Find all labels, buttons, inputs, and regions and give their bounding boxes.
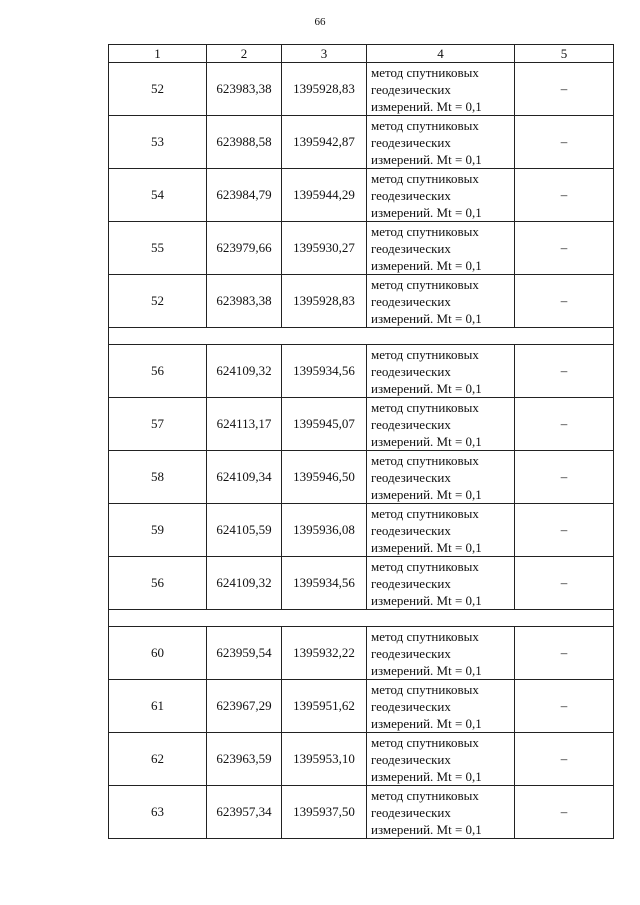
note-cell: –	[515, 275, 614, 328]
y-coordinate-cell: 1395951,62	[282, 680, 367, 733]
group-separator-cell	[109, 610, 614, 627]
header-col-2: 2	[207, 45, 282, 63]
accuracy-value: Mt = 0,1	[436, 257, 482, 273]
method-line-1: метод спутниковых	[371, 558, 479, 574]
table-row	[109, 451, 614, 504]
x-coordinate-cell: 624113,17	[207, 398, 282, 451]
accuracy-value: Mt = 0,1	[436, 98, 482, 114]
x-coordinate-cell: 623984,79	[207, 169, 282, 222]
method-line-3-text: измерений.	[371, 768, 434, 784]
coordinates-table	[108, 44, 614, 839]
y-coordinate-cell: 1395932,22	[282, 627, 367, 680]
x-coordinate-cell: 623983,38	[207, 63, 282, 116]
table-row	[109, 627, 614, 680]
point-number-cell: 56	[109, 345, 207, 398]
note-cell: –	[515, 786, 614, 839]
table-row	[109, 680, 614, 733]
method-cell	[367, 451, 515, 504]
method-line-3-text: измерений.	[371, 821, 434, 837]
y-coordinate-cell: 1395946,50	[282, 451, 367, 504]
accuracy-value: Mt = 0,1	[436, 592, 482, 608]
header-col-5: 5	[515, 45, 614, 63]
note-cell: –	[515, 557, 614, 610]
x-coordinate-cell: 623979,66	[207, 222, 282, 275]
method-line-1: метод спутниковых	[371, 276, 479, 292]
method-line-1: метод спутниковых	[371, 399, 479, 415]
y-coordinate-cell: 1395944,29	[282, 169, 367, 222]
y-coordinate-cell: 1395934,56	[282, 557, 367, 610]
note-cell: –	[515, 63, 614, 116]
note-cell: –	[515, 451, 614, 504]
accuracy-value: Mt = 0,1	[436, 380, 482, 396]
method-line-3	[371, 433, 514, 450]
table-row	[109, 557, 614, 610]
x-coordinate-cell: 624109,32	[207, 345, 282, 398]
accuracy-value: Mt = 0,1	[436, 539, 482, 555]
method-line-2: геодезических	[371, 81, 451, 97]
method-cell	[367, 345, 515, 398]
x-coordinate-cell: 624109,34	[207, 451, 282, 504]
note-cell: –	[515, 169, 614, 222]
method-line-2: геодезических	[371, 363, 451, 379]
method-line-3	[371, 768, 514, 785]
method-line-3-text: измерений.	[371, 486, 434, 502]
method-line-1: метод спутниковых	[371, 223, 479, 239]
table-row	[109, 733, 614, 786]
method-line-2: геодезических	[371, 804, 451, 820]
header-col-3: 3	[282, 45, 367, 63]
point-number-cell: 59	[109, 504, 207, 557]
note-cell: –	[515, 680, 614, 733]
method-line-2: геодезических	[371, 134, 451, 150]
method-line-2: геодезических	[371, 293, 451, 309]
method-line-3	[371, 821, 514, 838]
x-coordinate-cell: 624105,59	[207, 504, 282, 557]
table-header-row	[109, 45, 614, 63]
method-cell	[367, 398, 515, 451]
method-line-3-text: измерений.	[371, 380, 434, 396]
y-coordinate-cell: 1395945,07	[282, 398, 367, 451]
point-number-cell: 52	[109, 63, 207, 116]
table-row	[109, 275, 614, 328]
x-coordinate-cell: 623967,29	[207, 680, 282, 733]
method-line-3-text: измерений.	[371, 257, 434, 273]
method-line-2: геодезических	[371, 575, 451, 591]
method-line-2: геодезических	[371, 751, 451, 767]
method-line-3	[371, 662, 514, 679]
method-cell	[367, 275, 515, 328]
method-line-1: метод спутниковых	[371, 346, 479, 362]
method-line-1: метод спутниковых	[371, 505, 479, 521]
method-line-3	[371, 310, 514, 327]
x-coordinate-cell: 623983,38	[207, 275, 282, 328]
y-coordinate-cell: 1395934,56	[282, 345, 367, 398]
table-row	[109, 504, 614, 557]
point-number-cell: 57	[109, 398, 207, 451]
table-row	[109, 116, 614, 169]
point-number-cell: 58	[109, 451, 207, 504]
method-line-3	[371, 151, 514, 168]
method-cell	[367, 222, 515, 275]
table-row	[109, 345, 614, 398]
point-number-cell: 52	[109, 275, 207, 328]
group-separator-row	[109, 610, 614, 627]
method-cell	[367, 733, 515, 786]
method-cell	[367, 627, 515, 680]
method-line-1: метод спутниковых	[371, 734, 479, 750]
accuracy-value: Mt = 0,1	[436, 768, 482, 784]
method-line-1: метод спутниковых	[371, 787, 479, 803]
table-row	[109, 398, 614, 451]
note-cell: –	[515, 345, 614, 398]
method-line-3-text: измерений.	[371, 715, 434, 731]
method-line-2: геодезических	[371, 469, 451, 485]
y-coordinate-cell: 1395928,83	[282, 63, 367, 116]
note-cell: –	[515, 627, 614, 680]
method-line-3-text: измерений.	[371, 539, 434, 555]
method-line-3-text: измерений.	[371, 151, 434, 167]
header-col-4: 4	[367, 45, 515, 63]
method-line-2: геодезических	[371, 522, 451, 538]
method-line-3-text: измерений.	[371, 310, 434, 326]
accuracy-value: Mt = 0,1	[436, 486, 482, 502]
point-number-cell: 54	[109, 169, 207, 222]
method-line-2: геодезических	[371, 187, 451, 203]
point-number-cell: 55	[109, 222, 207, 275]
point-number-cell: 56	[109, 557, 207, 610]
method-line-3-text: измерений.	[371, 433, 434, 449]
point-number-cell: 61	[109, 680, 207, 733]
method-line-2: геодезических	[371, 416, 451, 432]
page-number: 66	[314, 16, 326, 28]
x-coordinate-cell: 623957,34	[207, 786, 282, 839]
method-cell	[367, 557, 515, 610]
table-row	[109, 169, 614, 222]
method-line-3	[371, 257, 514, 274]
method-line-1: метод спутниковых	[371, 117, 479, 133]
method-line-3	[371, 204, 514, 221]
method-line-1: метод спутниковых	[371, 628, 479, 644]
header-col-1: 1	[109, 45, 207, 63]
y-coordinate-cell: 1395953,10	[282, 733, 367, 786]
group-separator-cell	[109, 328, 614, 345]
method-line-3-text: измерений.	[371, 98, 434, 114]
x-coordinate-cell: 623959,54	[207, 627, 282, 680]
accuracy-value: Mt = 0,1	[436, 821, 482, 837]
y-coordinate-cell: 1395930,27	[282, 222, 367, 275]
x-coordinate-cell: 623963,59	[207, 733, 282, 786]
method-cell	[367, 63, 515, 116]
accuracy-value: Mt = 0,1	[436, 715, 482, 731]
method-cell	[367, 786, 515, 839]
note-cell: –	[515, 222, 614, 275]
coordinates-table-body	[109, 45, 614, 839]
method-line-1: метод спутниковых	[371, 64, 479, 80]
point-number-cell: 60	[109, 627, 207, 680]
method-line-3-text: измерений.	[371, 592, 434, 608]
method-line-3-text: измерений.	[371, 204, 434, 220]
method-line-3	[371, 592, 514, 609]
group-separator-row	[109, 328, 614, 345]
point-number-cell: 63	[109, 786, 207, 839]
method-line-3	[371, 715, 514, 732]
x-coordinate-cell: 624109,32	[207, 557, 282, 610]
method-line-3	[371, 486, 514, 503]
accuracy-value: Mt = 0,1	[436, 662, 482, 678]
point-number-cell: 53	[109, 116, 207, 169]
accuracy-value: Mt = 0,1	[436, 151, 482, 167]
method-cell	[367, 680, 515, 733]
method-line-1: метод спутниковых	[371, 170, 479, 186]
note-cell: –	[515, 398, 614, 451]
y-coordinate-cell: 1395937,50	[282, 786, 367, 839]
y-coordinate-cell: 1395936,08	[282, 504, 367, 557]
accuracy-value: Mt = 0,1	[436, 433, 482, 449]
method-cell	[367, 116, 515, 169]
table-row	[109, 786, 614, 839]
accuracy-value: Mt = 0,1	[436, 310, 482, 326]
note-cell: –	[515, 733, 614, 786]
y-coordinate-cell: 1395928,83	[282, 275, 367, 328]
accuracy-value: Mt = 0,1	[436, 204, 482, 220]
y-coordinate-cell: 1395942,87	[282, 116, 367, 169]
point-number-cell: 62	[109, 733, 207, 786]
method-line-2: геодезических	[371, 645, 451, 661]
note-cell: –	[515, 116, 614, 169]
method-line-3	[371, 539, 514, 556]
method-line-3	[371, 98, 514, 115]
table-row	[109, 222, 614, 275]
method-cell	[367, 504, 515, 557]
table-row	[109, 63, 614, 116]
method-line-2: геодезических	[371, 240, 451, 256]
method-line-2: геодезических	[371, 698, 451, 714]
method-line-3	[371, 380, 514, 397]
method-line-1: метод спутниковых	[371, 681, 479, 697]
method-line-1: метод спутниковых	[371, 452, 479, 468]
note-cell: –	[515, 504, 614, 557]
method-cell	[367, 169, 515, 222]
method-line-3-text: измерений.	[371, 662, 434, 678]
x-coordinate-cell: 623988,58	[207, 116, 282, 169]
